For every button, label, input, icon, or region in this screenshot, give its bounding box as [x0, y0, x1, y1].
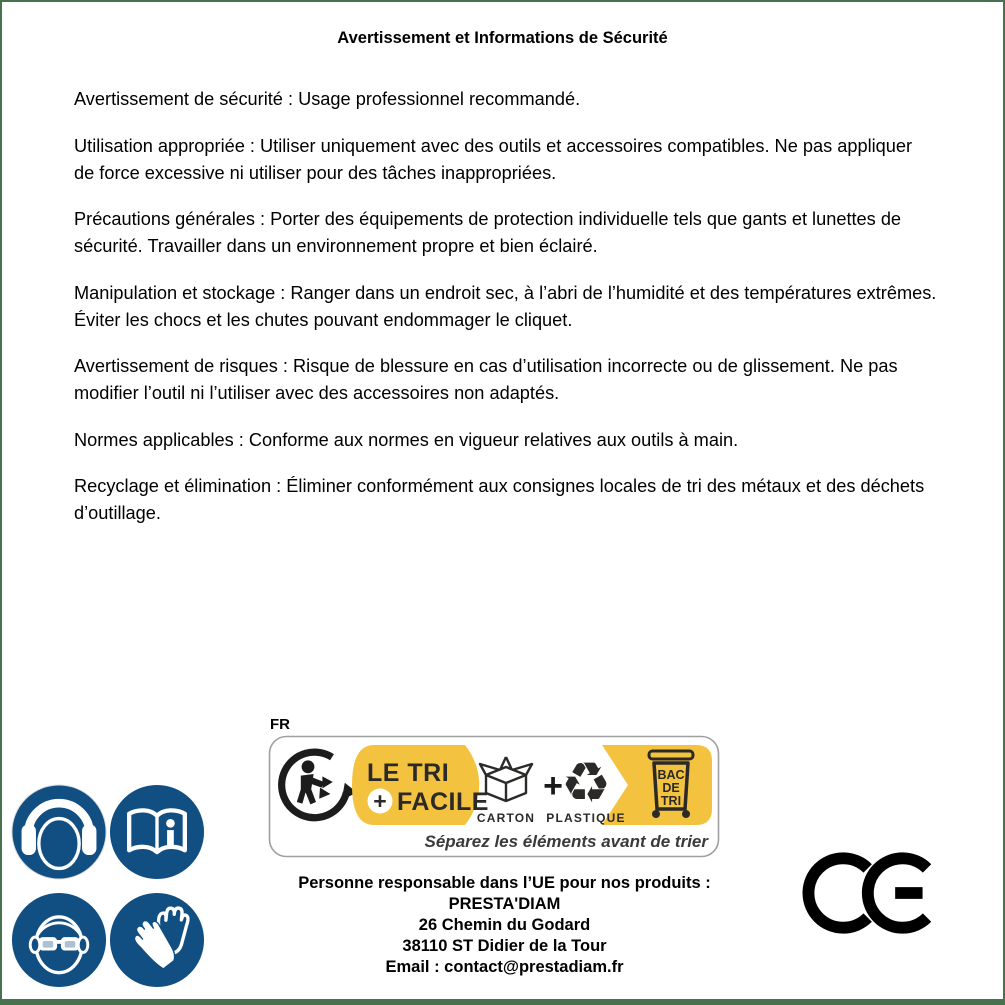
materials-plus: +	[543, 767, 563, 805]
plastique-label: PLASTIQUE	[546, 811, 626, 825]
paragraph-manipulation-stockage: Manipulation et stockage : Ranger dans un endroit sec, à l’abri de l’humidité et des températures extrêmes. Éviter les chocs et les chutes pouvant endommager le cliquet.	[74, 282, 937, 330]
recycle-symbol-icon: ♻	[560, 751, 612, 816]
paragraph-precautions-generales: Précautions générales : Porter des équipements de protection individuelle tels que gants et lunettes de sécurité. Travailler dans un environnement propre et bien éclairé.	[74, 209, 902, 256]
responsible-company: PRESTA'DIAM	[448, 895, 561, 913]
responsible-intro: Personne responsable dans l’UE pour nos produits :	[298, 874, 711, 892]
ce-mark-icon	[802, 844, 939, 942]
wear-ear-protection-icon	[11, 784, 107, 880]
read-instruction-manual-icon	[109, 784, 205, 880]
paragraph-recyclage-elimination: Recyclage et élimination : Éliminer conformément aux consignes locales de tri des métaux et des déchets d’outillage.	[74, 476, 925, 523]
responsible-street: 26 Chemin du Godard	[418, 916, 591, 934]
bin-text-line1: BAC	[657, 768, 685, 782]
paragraph-utilisation-appropriee: Utilisation appropriée : Utiliser uniquement avec des outils et accessoires compatibles. Ne pas appliquer de force excessive ni utiliser pour des tâches inappropriées.	[74, 135, 913, 183]
bin-text-line2: DE	[662, 781, 680, 795]
bin-text-line3: TRI	[660, 794, 682, 808]
paragraph-avertissement-securite: Avertissement de sécurité : Usage professionnel recommandé.	[74, 89, 581, 109]
tri-headline-line1: LE TRI	[367, 759, 450, 787]
carton-label: CARTON	[476, 811, 536, 825]
page-title: Avertissement et Informations de Sécurité	[337, 29, 668, 47]
tri-headline-plus: +	[373, 788, 387, 814]
safety-paragraphs	[74, 86, 937, 547]
responsible-email: Email : contact@prestadiam.fr	[385, 958, 624, 976]
paragraph-avertissement-risques: Avertissement de risques : Risque de blessure en cas d’utilisation incorrecte ou de glissement. Ne pas modifier l’outil ni l’utiliser avec des accessoires non adaptés.	[74, 356, 898, 403]
paragraph-normes-applicables: Normes applicables : Conforme aux normes en vigueur relatives aux outils à main.	[74, 429, 739, 450]
info-tri-logo	[268, 735, 720, 858]
responsible-city: 38110 ST Didier de la Tour	[402, 937, 607, 955]
fr-country-label: FR	[270, 716, 290, 733]
tri-tagline: Séparez les éléments avant de trier	[424, 832, 708, 851]
tri-headline-line2: FACILE	[397, 788, 489, 816]
